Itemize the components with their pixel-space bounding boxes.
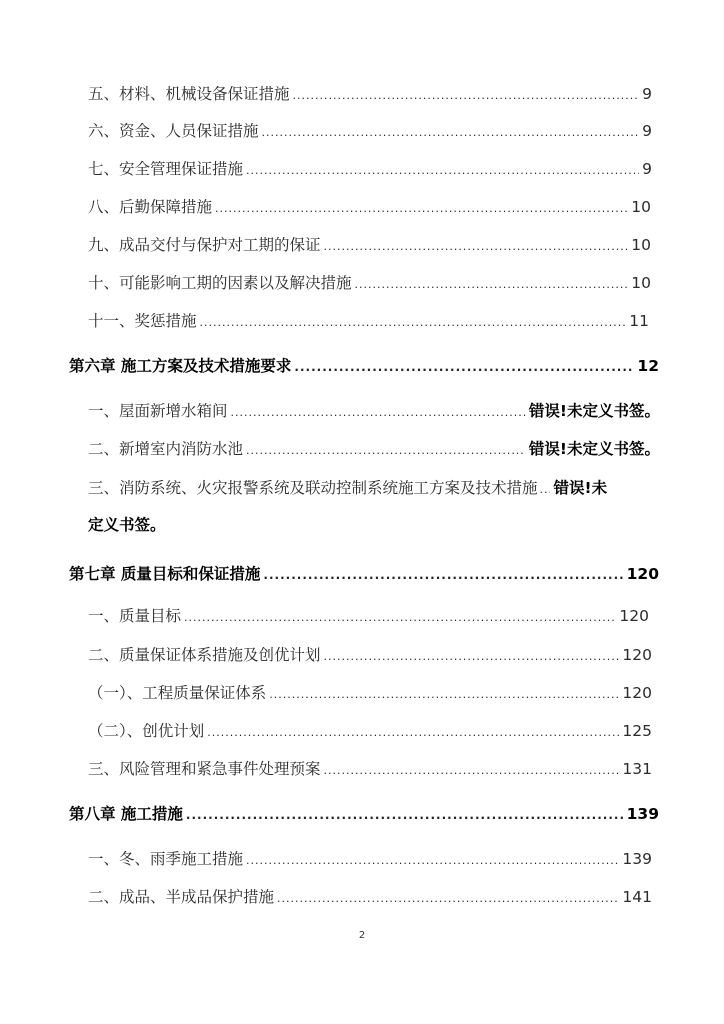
toc-entry-error-text: 错误!未定义书签。 — [528, 402, 660, 420]
toc-dot-leader — [186, 808, 624, 822]
toc-chapter-page: 120 — [626, 565, 659, 583]
toc-chapter-page: 12 — [637, 357, 659, 375]
toc-entry-page: 120 — [622, 646, 652, 664]
toc-entry-error-text: 错误!未定义书签。 — [528, 440, 660, 458]
toc-entry-title: （一）、工程质量保证体系 — [88, 684, 267, 702]
toc-dot-leader — [246, 164, 639, 177]
toc-entry-page: 120 — [619, 607, 649, 625]
toc-entry-title: 一、质量目标 — [88, 607, 182, 625]
toc-dot-leader — [184, 611, 616, 624]
toc-entry-title: 三、消防系统、火灾报警系统及联动控制系统施工方案及技术措施 — [88, 479, 538, 497]
toc-entry-title: 二、成品、半成品保护措施 — [88, 888, 275, 906]
toc-entry-page: 9 — [642, 160, 652, 178]
toc-dot-leader — [262, 126, 640, 139]
toc-entry[interactable] — [88, 681, 652, 703]
toc-entry-page: 131 — [622, 760, 652, 778]
toc-entry-title: 三、风险管理和紧急事件处理预案 — [88, 760, 321, 778]
toc-entry-page: 10 — [631, 236, 651, 254]
toc-entry[interactable] — [88, 437, 660, 459]
toc-entry[interactable] — [88, 271, 651, 293]
toc-entry[interactable] — [88, 847, 652, 869]
toc-dot-leader — [269, 688, 619, 701]
toc-entry-title: 二、新增室内消防水池 — [88, 440, 244, 458]
toc-entry-title: 一、屋面新增水箱间 — [88, 402, 228, 420]
toc-dot-leader — [540, 483, 550, 496]
toc-dot-leader — [246, 444, 526, 457]
toc-dot-leader — [324, 240, 629, 253]
toc-dot-leader — [324, 650, 620, 663]
toc-chapter-page: 139 — [626, 805, 659, 823]
toc-entry-title: 五、材料、机械设备保证措施 — [88, 85, 290, 103]
toc-entry[interactable] — [88, 643, 652, 665]
toc-entry[interactable] — [88, 399, 660, 421]
toc-entry-page: 10 — [631, 274, 651, 292]
toc-entry-continuation: 定义书签。 — [88, 516, 166, 534]
toc-entry[interactable] — [88, 885, 652, 907]
toc-chapter-entry[interactable] — [69, 562, 659, 584]
toc-dot-leader — [231, 406, 526, 419]
toc-entry-page: 125 — [622, 722, 652, 740]
toc-chapter-entry[interactable] — [69, 802, 659, 824]
toc-entry-title: 一、冬、雨季施工措施 — [88, 850, 244, 868]
toc-dot-leader — [246, 854, 619, 867]
toc-entry-error-text: 错误!未 — [553, 479, 608, 497]
toc-entry-title: 二、质量保证体系措施及创优计划 — [88, 646, 321, 664]
toc-dot-leader — [293, 89, 640, 102]
toc-entry-title: 十、可能影响工期的因素以及解决措施 — [88, 274, 352, 292]
toc-entry-title: 七、安全管理保证措施 — [88, 160, 244, 178]
toc-dot-leader — [324, 764, 620, 777]
toc-entry-title: 九、成品交付与保护对工期的保证 — [88, 236, 321, 254]
toc-entry-title: 十一、奖惩措施 — [88, 312, 197, 330]
toc-chapter-title: 第八章 施工措施 — [69, 805, 183, 823]
toc-entry-page: 11 — [629, 312, 649, 330]
toc-entry[interactable] — [88, 757, 652, 779]
toc-entry-page: 139 — [622, 850, 652, 868]
toc-dot-leader — [263, 568, 623, 582]
toc-entry[interactable] — [88, 309, 649, 331]
toc-entry-title: 八、后勤保障措施 — [88, 198, 213, 216]
toc-entry[interactable] — [88, 119, 652, 141]
toc-dot-leader — [294, 360, 634, 374]
toc-entry[interactable] — [88, 476, 658, 498]
toc-entry-title: 六、资金、人员保证措施 — [88, 122, 259, 140]
toc-entry[interactable] — [88, 82, 652, 104]
toc-entry[interactable] — [88, 719, 652, 741]
toc-chapter-title: 第六章 施工方案及技术措施要求 — [69, 357, 292, 375]
toc-entry-page: 120 — [622, 684, 652, 702]
toc-dot-leader — [207, 726, 619, 739]
toc-dot-leader — [200, 316, 627, 329]
toc-entry-page: 9 — [642, 85, 652, 103]
toc-entry[interactable] — [88, 195, 651, 217]
toc-entry-title: （二）、创优计划 — [88, 722, 205, 740]
toc-chapter-entry[interactable] — [69, 354, 659, 376]
toc-entry-page: 10 — [631, 198, 651, 216]
toc-dot-leader — [355, 278, 629, 291]
toc-entry-page: 9 — [642, 122, 652, 140]
toc-entry[interactable] — [88, 157, 652, 179]
toc-entry[interactable] — [88, 233, 651, 255]
toc-entry[interactable] — [88, 604, 649, 626]
toc-dot-leader — [277, 892, 619, 905]
page-number: 2 — [358, 930, 366, 941]
toc-chapter-title: 第七章 质量目标和保证措施 — [69, 565, 261, 583]
toc-entry-page: 141 — [622, 888, 652, 906]
toc-dot-leader — [215, 202, 628, 215]
